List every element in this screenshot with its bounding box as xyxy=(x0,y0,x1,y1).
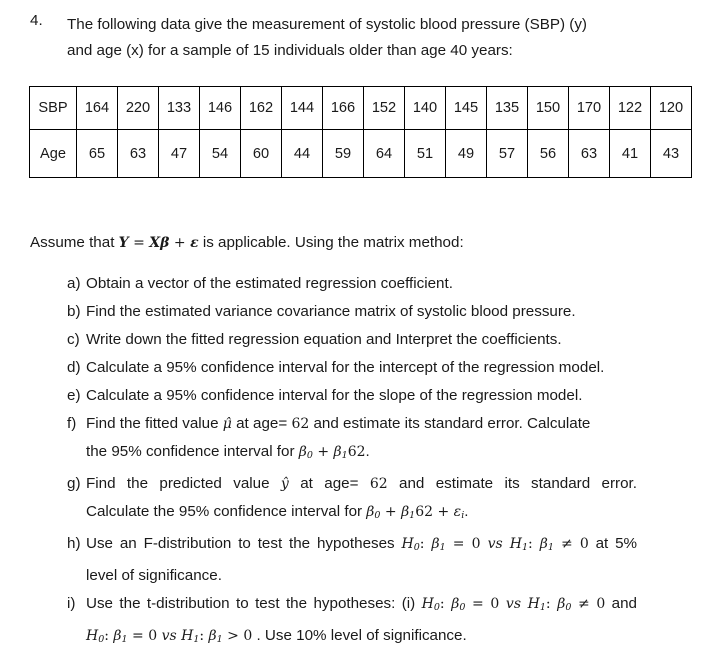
part-letter: g) xyxy=(67,475,81,492)
table-cell: 133 xyxy=(159,87,200,130)
text: at age= xyxy=(288,475,370,492)
text: Use an F-distribution to test the hypotheses xyxy=(86,535,402,552)
table-cell: 54 xyxy=(200,130,241,178)
table-cell: 164 xyxy=(77,87,118,130)
table-cell: 63 xyxy=(118,130,159,178)
hypothesis-expression: $H_0$: $\beta_1 = 0$ vs $H_1$: $\beta_1 \ne 0$ xyxy=(401,536,589,553)
question-intro xyxy=(67,12,677,64)
table-cell: 57 xyxy=(487,130,528,178)
part-letter: h) xyxy=(67,535,81,552)
table-cell: 166 xyxy=(323,87,364,130)
part-b xyxy=(67,298,637,326)
part-f-line-1 xyxy=(86,415,590,432)
table-row xyxy=(30,130,692,178)
ci-expression: $\beta_0 + \beta_162 + \varepsilon_i$ xyxy=(366,504,465,521)
part-a xyxy=(67,270,637,298)
part-letter: d) xyxy=(67,359,81,376)
part-letter: i) xyxy=(67,595,76,612)
part-letter: e) xyxy=(67,387,81,404)
text: Find the fitted value xyxy=(86,415,223,432)
part-g-line-2 xyxy=(86,503,468,520)
mu-hat-symbol: μ̂ xyxy=(222,416,232,432)
table-cell: 65 xyxy=(77,130,118,178)
text: . xyxy=(365,443,370,460)
text: Use the t-distribution to test the hypotheses: (i) xyxy=(86,595,422,612)
question-number: 4. xyxy=(30,12,43,29)
table-cell: 150 xyxy=(528,87,569,130)
part-letter: c) xyxy=(67,331,80,348)
part-letter: f) xyxy=(67,415,77,432)
part-text: Find the estimated variance covariance matrix of systolic blood pressure. xyxy=(86,303,576,320)
table-cell: 44 xyxy=(282,130,323,178)
table-cell: 43 xyxy=(651,130,692,178)
table-cell: 59 xyxy=(323,130,364,178)
text: at 5% xyxy=(588,535,638,552)
age-value: 62 xyxy=(369,476,388,492)
table-cell: 144 xyxy=(282,87,323,130)
part-c xyxy=(67,326,637,354)
row-label: Age xyxy=(30,130,77,178)
model-equation: Y = Xβ + ε xyxy=(118,235,199,251)
part-i xyxy=(67,590,637,654)
table-cell: 145 xyxy=(446,87,487,130)
table-cell: 63 xyxy=(569,130,610,178)
table-cell: 60 xyxy=(241,130,282,178)
text: the 95% confidence interval for xyxy=(86,443,299,460)
table-cell: 162 xyxy=(241,87,282,130)
text: Calculate the 95% confidence interval for xyxy=(86,503,367,520)
table-cell: 170 xyxy=(569,87,610,130)
text: . xyxy=(464,503,469,520)
ci-expression: $\beta_0 + \beta_162$ xyxy=(298,444,366,461)
part-h xyxy=(67,530,637,590)
part-text: Obtain a vector of the estimated regression coefficient. xyxy=(86,275,453,292)
table-row xyxy=(30,87,692,130)
part-g xyxy=(67,470,637,530)
row-label: SBP xyxy=(30,87,77,130)
assume-prefix: Assume that xyxy=(30,234,119,251)
part-f xyxy=(67,410,637,470)
part-f-line-2 xyxy=(86,443,370,460)
part-g-line-1 xyxy=(86,470,637,498)
table-cell: 64 xyxy=(364,130,405,178)
part-i-line-1 xyxy=(86,590,637,622)
part-letter: a) xyxy=(67,275,81,292)
part-letter: b) xyxy=(67,303,81,320)
part-h-line-1 xyxy=(86,530,637,562)
table-cell: 51 xyxy=(405,130,446,178)
assume-suffix: is applicable. Using the matrix method: xyxy=(198,234,464,251)
table-cell: 152 xyxy=(364,87,405,130)
y-hat-symbol: ŷ xyxy=(280,476,289,492)
part-text: Calculate a 95% confidence interval for the slope of the regression model. xyxy=(86,387,583,404)
text: Find the predicted value xyxy=(86,475,281,492)
part-d xyxy=(67,354,637,382)
table-cell: 220 xyxy=(118,87,159,130)
intro-line-1: The following data give the measurement of systolic blood pressure (SBP) (y) xyxy=(67,16,587,33)
table-cell: 49 xyxy=(446,130,487,178)
intro-line-2: and age (x) for a sample of 15 individuals older than age 40 years: xyxy=(67,42,513,59)
text: and estimate its standard error. xyxy=(387,475,637,492)
table-cell: 140 xyxy=(405,87,446,130)
hypothesis-expression: $H_0$: $\beta_0 = 0$ vs $H_1$: $\beta_0 \ne 0$ xyxy=(421,596,606,613)
table-cell: 135 xyxy=(487,87,528,130)
assumption-line xyxy=(30,232,464,254)
table-cell: 41 xyxy=(610,130,651,178)
hypothesis-expression: $H_0$: $\beta_1 = 0$ vs $H_1$: $\beta_1 > 0$ xyxy=(86,628,253,645)
part-e xyxy=(67,382,637,410)
part-h-line-2: level of significance. xyxy=(86,567,222,584)
question-parts xyxy=(67,270,637,654)
table-cell: 47 xyxy=(159,130,200,178)
table-cell: 122 xyxy=(610,87,651,130)
part-text: Write down the fitted regression equation and Interpret the coefficients. xyxy=(86,331,562,348)
text: and xyxy=(605,595,637,612)
part-i-line-2 xyxy=(86,627,467,644)
age-value: 62 xyxy=(291,416,310,432)
table-cell: 120 xyxy=(651,87,692,130)
table-cell: 146 xyxy=(200,87,241,130)
text: and estimate its standard error. Calculate xyxy=(309,415,591,432)
table-cell: 56 xyxy=(528,130,569,178)
part-text: Calculate a 95% confidence interval for the intercept of the regression model. xyxy=(86,359,605,376)
text: at age= xyxy=(231,415,292,432)
text: . Use 10% level of significance. xyxy=(252,627,467,644)
data-table xyxy=(29,86,692,178)
